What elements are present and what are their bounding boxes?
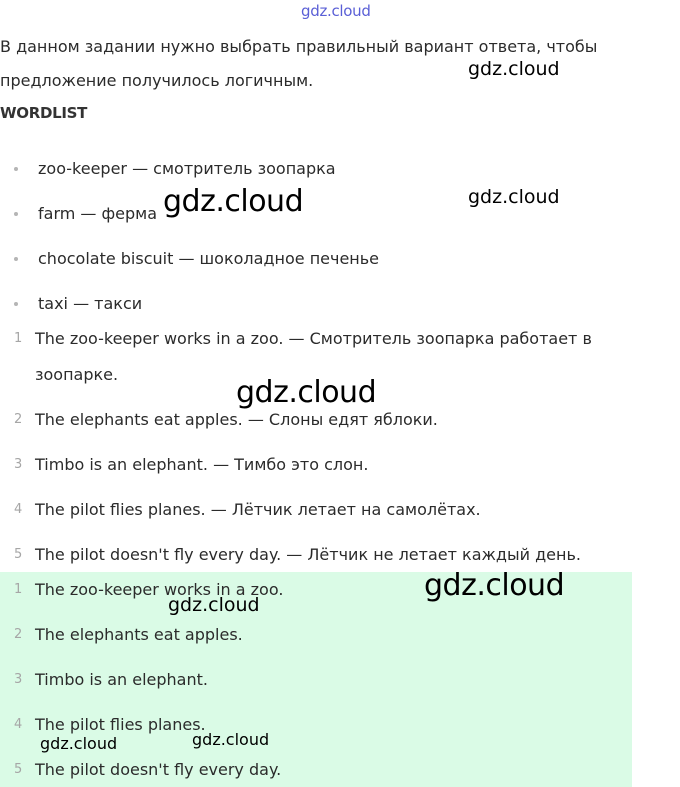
item-text: The elephants eat apples. bbox=[35, 625, 243, 644]
watermark: gdz.cloud bbox=[468, 58, 560, 80]
bullet-icon bbox=[14, 167, 18, 171]
item-text: The pilot flies planes. bbox=[35, 715, 206, 734]
item-text: The zoo-keeper works in a zoo. bbox=[35, 580, 284, 599]
watermark: gdz.cloud bbox=[163, 184, 304, 219]
watermark: gdz.cloud bbox=[236, 375, 377, 410]
bullet-icon bbox=[14, 212, 18, 216]
item-number: 3 bbox=[14, 457, 23, 472]
wordlist-item bbox=[14, 249, 379, 268]
wordlist-heading: WORDLIST bbox=[0, 104, 88, 122]
item-number: 1 bbox=[14, 331, 23, 346]
item-number: 2 bbox=[14, 412, 23, 427]
watermark: gdz.cloud bbox=[168, 594, 260, 616]
watermark: gdz.cloud bbox=[192, 730, 270, 749]
item-text: Timbo is an elephant. bbox=[35, 670, 208, 689]
item-text: The zoo-keeper works in a zoo. — Смотритель зоопарка работает в зоопарке. bbox=[35, 329, 592, 384]
wordlist-item bbox=[14, 159, 336, 178]
wordlist-item-text: taxi — такси bbox=[38, 294, 143, 313]
item-text: The pilot doesn't fly every day. — Лётчик не летает каждый день. bbox=[35, 545, 581, 564]
item-text: The pilot flies planes. — Лётчик летает на самолётах. bbox=[35, 500, 481, 519]
item-number: 5 bbox=[14, 762, 23, 777]
watermark: gdz.cloud bbox=[468, 186, 560, 208]
bullet-icon bbox=[14, 257, 18, 261]
answer-item bbox=[0, 752, 640, 787]
answer-item bbox=[0, 662, 640, 698]
wordlist-item bbox=[14, 294, 142, 313]
wordlist-item bbox=[14, 204, 157, 223]
watermark: gdz.cloud bbox=[424, 568, 565, 603]
item-number: 4 bbox=[14, 502, 23, 517]
wordlist-item-text: chocolate biscuit — шоколадное печенье bbox=[38, 249, 380, 268]
item-text: The pilot doesn't fly every day. bbox=[35, 760, 282, 779]
item-number: 2 bbox=[14, 627, 23, 642]
watermark: gdz.cloud bbox=[40, 734, 118, 753]
watermark-top: gdz.cloud bbox=[301, 2, 371, 20]
item-number: 3 bbox=[14, 672, 23, 687]
wordlist-item-text: zoo-keeper — смотритель зоопарка bbox=[38, 159, 336, 178]
item-number: 5 bbox=[14, 547, 23, 562]
item-number: 1 bbox=[14, 582, 23, 597]
item-text: The elephants eat apples. — Слоны едят яблоки. bbox=[35, 410, 438, 429]
bullet-icon bbox=[14, 302, 18, 306]
task-instructions: В данном задании нужно выбрать правильный вариант ответа, чтобы предложение получилось логичным. bbox=[0, 37, 598, 90]
translation-item bbox=[0, 492, 640, 528]
item-number: 4 bbox=[14, 717, 23, 732]
answer-item bbox=[0, 617, 640, 653]
wordlist-item-text: farm — ферма bbox=[38, 204, 158, 223]
item-text: Timbo is an elephant. — Тимбо это слон. bbox=[35, 455, 369, 474]
translation-item bbox=[0, 447, 640, 483]
